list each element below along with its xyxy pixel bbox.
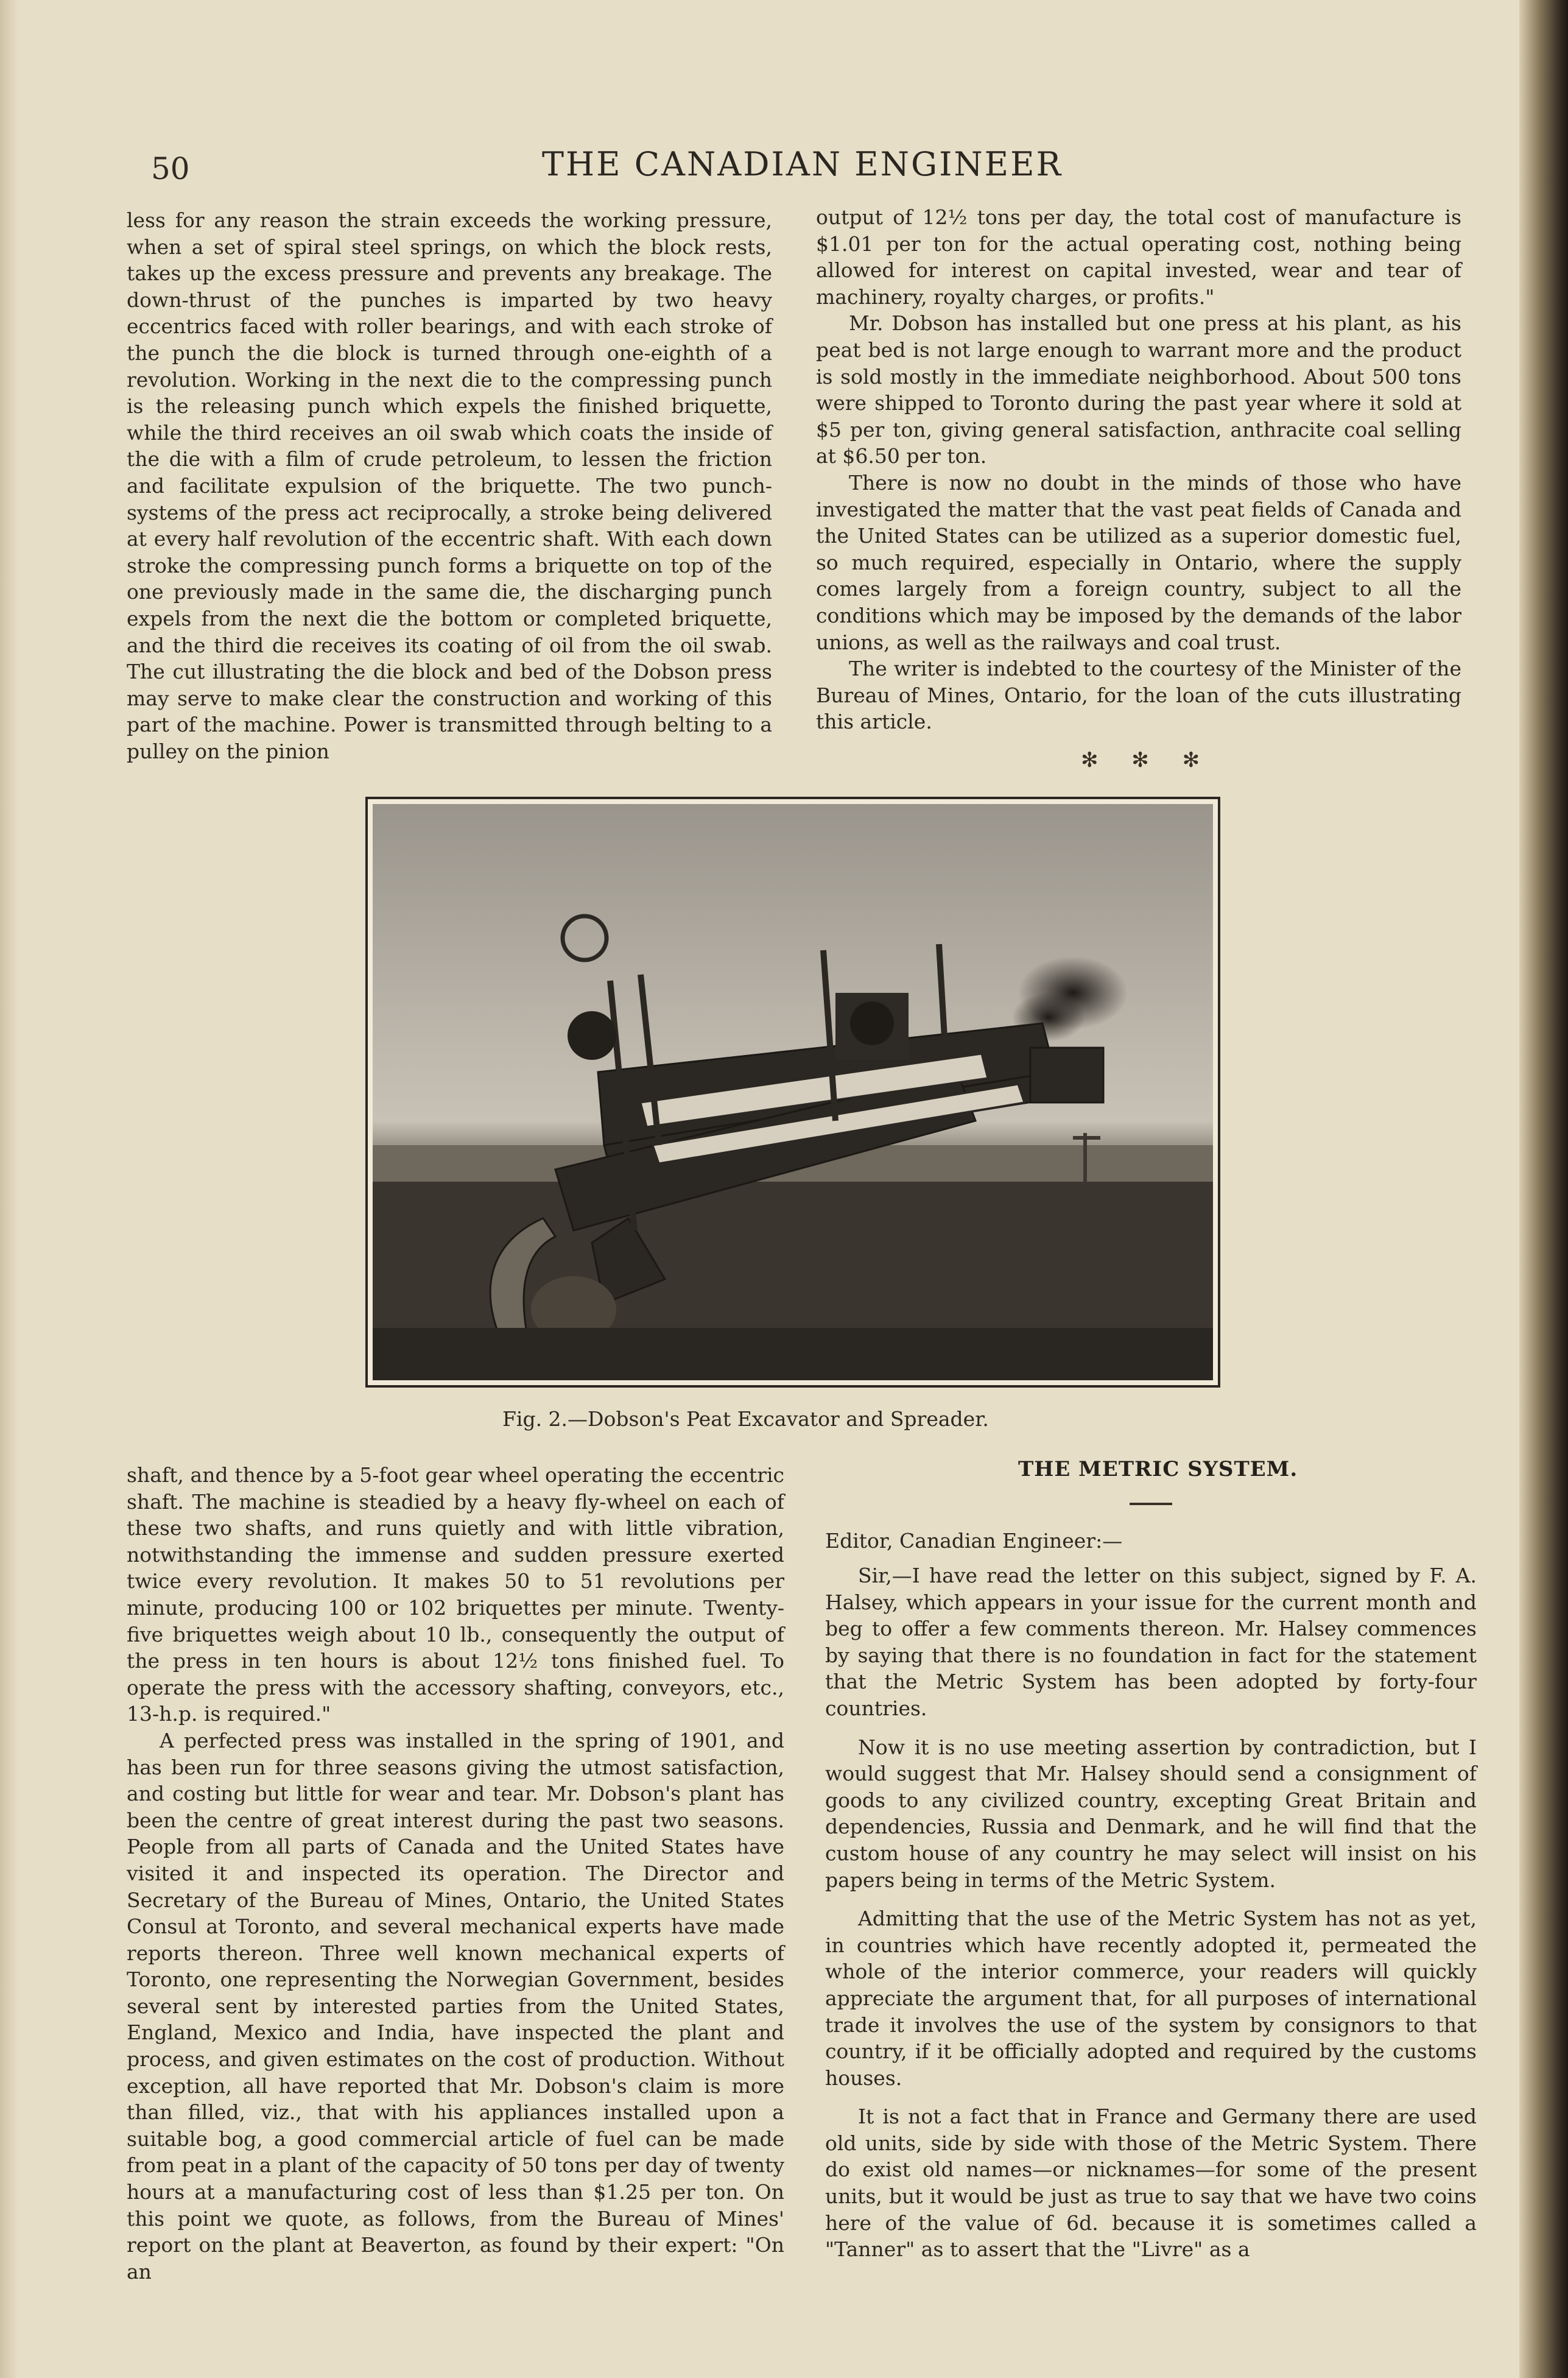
- paragraph: Now it is no use meeting assertion by contradiction, but I would suggest that Mr. Halsey should send a consignment of goods to any civilized country, excepting Great Britain and dependencies, Russia and Denmark, and he will find that the custom house of any country he may select will insist on his papers being in terms of the Metric System.: [825, 1735, 1477, 1892]
- paragraph: output of 12½ tons per day, the total cost of manufacture is $1.01 per ton for the actual operating cost, nothing being allowed for interest on capital invested, wear and tear of machinery, royalty charges, or profits.": [816, 205, 1461, 309]
- page-number: 50: [151, 151, 190, 186]
- page-binding-shadow: [1519, 0, 1568, 2378]
- figure-caption: Fig. 2.—Dobson's Peat Excavator and Spreader.: [502, 1407, 989, 1431]
- section-rule: [1130, 1503, 1172, 1505]
- letter-salutation: Editor, Canadian Engineer:—: [825, 1529, 1123, 1553]
- column-top-left: [127, 207, 772, 764]
- section-divider-stars: ✻ ✻ ✻: [1081, 748, 1214, 772]
- section-title: THE METRIC SYSTEM.: [1018, 1457, 1298, 1481]
- paragraph: shaft, and thence by a 5-foot gear wheel operating the eccentric shaft. The machine is steadied by a heavy fly-wheel on each of these two shafts, and runs quietly and with little vibration, notwithstanding the immense and sudden pressure exerted twice every revolution. It makes 50 to 51 revolutions per minute, producing 100 or 102 briquettes per minute. Twenty-five briquettes weigh about 10 lb., consequently the output of the press in ten hours is about 12½ tons finished fuel. To operate the press with the accessory shafting, conveyors, etc., 13-h.p. is required.": [127, 1463, 784, 1726]
- page-left-edge: [0, 0, 18, 2378]
- paragraph: The writer is indebted to the courtesy of the Minister of the Bureau of Mines, Ontario, for the loan of the cuts illustrating this article.: [816, 657, 1461, 734]
- paragraph: Admitting that the use of the Metric System has not as yet, in countries which have recently adopted it, permeated the whole of the interior commerce, your readers will quickly appreciate the argument that, for all purposes of international trade it involves the use of the system by consignors to that country, if it be officially adopted and required by the customs houses.: [825, 1907, 1477, 2090]
- paragraph: A perfected press was installed in the spring of 1901, and has been run for three seasons giving the utmost satisfaction, and costing but little for wear and tear. Mr. Dobson's plant has been the centre of great interest during the past two seasons. People from all parts of Canada and the United States have visited it and inspected its operation. The Director and Secretary of the Bureau of Mines, Ontario, the United States Consul at Toronto, and several mechanical experts have made reports thereon. Three well known mechanical experts of Toronto, one representing the Norwegian Government, besides several sent by interested parties from the United States, England, Mexico and India, have inspected the plant and process, and given estimates on the cost of production. Without exception, all have reported that Mr. Dobson's claim is more than filled, viz., that with his appliances installed upon a suitable bog, a good commercial article of fuel can be made from peat in a plant of the capacity of 50 tons per day of twenty hours at a manufacturing cost of less than $1.25 per ton. On this point we quote, as follows, from the Bureau of Mines' report on the plant at Beaverton, as found by their expert: "On an: [127, 1728, 784, 2284]
- column-bottom-right: [825, 1562, 1477, 2275]
- paragraph: It is not a fact that in France and Germany there are used old units, side by side with those of the Metric System. There do exist old names—or nicknames—for some of the present units, but it would be just as true to say that we have two coins here of the value of 6d. because it is sometimes called a "Tanner" as to assert that the "Livre" as a: [825, 2105, 1477, 2262]
- journal-title: THE CANADIAN ENGINEER: [542, 145, 1063, 183]
- column-top-right: [816, 204, 1461, 735]
- peat-excavator-photo: [373, 804, 1213, 1380]
- paragraph: Sir,—I have read the letter on this subject, signed by F. A. Halsey, which appears in your issue for the current month and beg to offer a few comments thereon. Mr. Halsey commences by saying that there is no foundation in fact for the statement that the Metric System has been adopted by forty-four countries.: [825, 1564, 1477, 1720]
- paragraph: Mr. Dobson has installed but one press at his plant, as his peat bed is not large enough to warrant more and the product is sold mostly in the immediate neighborhood. About 500 tons were shipped to Toronto during the past year where it sold at $5 per ton, giving general satisfaction, anthracite coal selling at $6.50 per ton.: [816, 311, 1461, 468]
- paragraph: There is now no doubt in the minds of those who have investigated the matter that the vast peat fields of Canada and the United States can be utilized as a superior domestic fuel, so much required, especially in Ontario, where the supply comes largely from a foreign country, subject to all the conditions which may be imposed by the demands of the labor unions, as well as the railways and coal trust.: [816, 470, 1461, 654]
- column-bottom-left: [127, 1462, 784, 2285]
- paragraph: less for any reason the strain exceeds the working pressure, when a set of spiral steel springs, on which the block rests, takes up the excess pressure and prevents any breakage. The down-thrust of the punches is imparted by two heavy eccentrics faced with roller bearings, and with each stroke of the punch the die block is turned through one-eighth of a revolution. Working in the next die to the compressing punch is the releasing punch which expels the finished briquette, while the third receives an oil swab which coats the inside of the die with a film of crude petroleum, to lessen the friction and facilitate expulsion of the briquette. The two punch-systems of the press act reciprocally, a stroke being delivered at every half revolution of the eccentric shaft. With each down stroke the compressing punch forms a briquette on top of the one previously made in the same die, the discharging punch expels from the next die the bottom or completed briquette, and the third die receives its coating of oil from the oil swab. The cut illustrating the die block and bed of the Dobson press may serve to make clear the construction and working of this part of the machine. Power is transmitted through belting to a pulley on the pinion: [127, 208, 772, 763]
- page-header: [0, 140, 1568, 189]
- figure-frame: [365, 797, 1220, 1388]
